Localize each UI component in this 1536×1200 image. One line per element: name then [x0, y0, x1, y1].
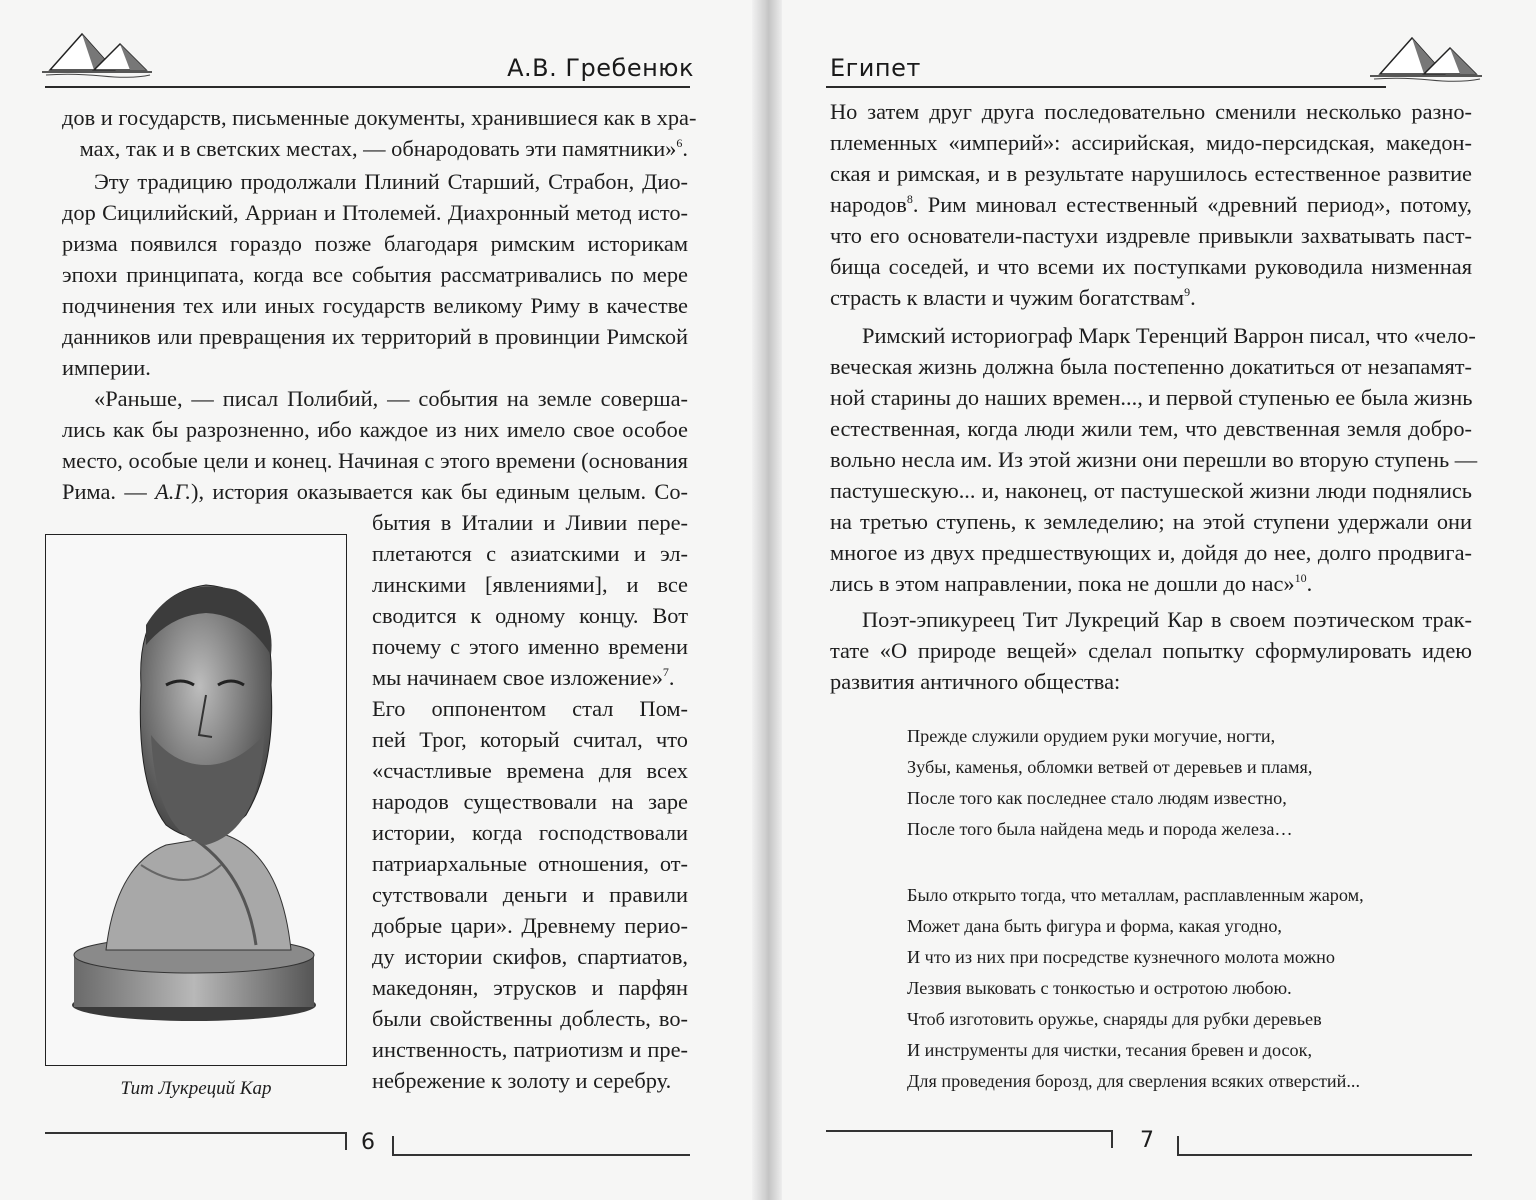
text-run: .	[1190, 285, 1196, 310]
text-run: .	[668, 665, 675, 690]
text-run: ), история оказывается как бы единым целым. Со-	[191, 479, 688, 504]
text-run: лись в этом направлении, пока не дошли до нас»	[830, 571, 1295, 596]
footnote-ref: 6	[676, 136, 683, 150]
poem-stanza	[907, 721, 1312, 845]
text-line: веческая жизнь должна была постепенно докатиться от незапамят-	[830, 354, 1472, 379]
text-line: вольно несла им. Из этой жизни они перешли во вторую ступень —	[830, 447, 1478, 472]
text-line: истории, когда господствовали	[372, 820, 688, 845]
header-title: Египет	[830, 54, 921, 82]
text-line: ская и римская, и в результате нарушилось естественное развитие	[830, 161, 1472, 186]
text-line: Поэт-эпикуреец Тит Лукреций Кар в своем поэтическом трак-	[862, 607, 1472, 632]
text-line: развития античного общества:	[830, 669, 1121, 694]
text-line: почему с этого именно времени	[372, 634, 688, 659]
left-page	[0, 0, 752, 1200]
text-line: добрые цари». Древнему перио-	[372, 913, 688, 938]
text-line: инственность, патриотизм и пре-	[372, 1037, 688, 1062]
text-line: «Раньше, — писал Полибий, — события на земле соверша-	[94, 386, 688, 411]
poem-line: После того как последнее стало людям известно,	[907, 788, 1287, 808]
text-line: Римский историограф Марк Теренций Варрон писал, что «чело-	[862, 323, 1476, 348]
text-line: плетаются с азиатскими и эл-	[372, 541, 688, 566]
text-column	[372, 507, 688, 1096]
pyramids-icon	[1370, 34, 1482, 82]
text-run: . Рим миновал естественный «древний период», потому,	[912, 192, 1472, 217]
text-line: Эту традицию продолжали Плиний Старший, Страбон, Дио-	[94, 169, 688, 194]
footer-rule	[1177, 1154, 1472, 1156]
paragraph	[830, 96, 1472, 313]
text-line: Его оппонентом стал Пом-	[372, 696, 688, 721]
text-line: эпохи принципата, когда все события рассматривались по мере	[62, 262, 688, 287]
text-line: ной старины до наших времен..., и первой ступенью ее была жизнь	[830, 385, 1473, 410]
text-line: подчинения тех или иных государств великому Риму в качестве	[62, 293, 688, 318]
text-line: империи.	[62, 355, 151, 380]
poem-line: Чтоб изготовить оружье, снаряды для рубки деревьев	[907, 1009, 1322, 1029]
text-line: многое из двух предшествующих и, дойдя до нее, долго продвига-	[830, 540, 1472, 565]
text-line	[830, 568, 1472, 599]
text-run: .	[682, 136, 688, 161]
page-number: 6	[361, 1130, 375, 1155]
text-run: мах, так и в светских местах, — обнародовать эти памятники»	[79, 136, 677, 161]
text-line	[62, 133, 688, 164]
header-rule	[826, 86, 1386, 88]
text-run: мы начинаем свое изложение»	[372, 665, 663, 690]
text-line: народов существовали на заре	[372, 789, 688, 814]
poem-line: Для проведения борозд, для сверления всяких отверстий...	[907, 1071, 1361, 1091]
poem-stanza	[907, 880, 1364, 1097]
text-line: сводится к одному концу. Вот	[372, 603, 688, 628]
text-run: Рима. —	[62, 479, 156, 504]
paragraph	[62, 383, 688, 507]
text-run: народов	[830, 192, 907, 217]
pyramids-icon	[42, 30, 152, 78]
text-line: что его основатели-пастухи издревле привыкли захватывать паст-	[830, 223, 1472, 248]
paragraph	[62, 102, 697, 164]
text-line: на третью ступень, к земледелию; на этой ступени удержали они	[830, 509, 1472, 534]
text-line: пастушескую... и, наконец, от пастушеской жизни люди поднялись	[830, 478, 1472, 503]
text-line: линскими [явлениями], и все	[372, 572, 688, 597]
text-line: место, особые цели и конец. Начиная с этого времени (основания	[62, 448, 688, 473]
text-line: дов и государств, письменные документы, хранившиеся как в хра-	[62, 105, 697, 130]
page-number: 7	[1140, 1128, 1154, 1153]
text-line	[372, 662, 688, 693]
paragraph	[62, 166, 688, 383]
footer-rule	[45, 1132, 345, 1134]
paragraph	[830, 604, 1472, 697]
text-line: патриархальные отношения, от-	[372, 851, 688, 876]
text-line: «счастливые времена для всех	[372, 758, 688, 783]
text-line	[62, 476, 688, 507]
poem-line: Было открыто тогда, что металлам, расплавленным жаром,	[907, 885, 1364, 905]
footer-tick	[1177, 1136, 1179, 1154]
footnote-ref: 7	[662, 665, 669, 679]
footnote-ref: 10	[1294, 571, 1307, 585]
bust-illustration	[45, 534, 347, 1066]
poem-line: Может дана быть фигура и форма, какая угодно,	[907, 916, 1282, 936]
paragraph	[830, 320, 1478, 599]
text-run-italic: А.Г.	[155, 479, 191, 504]
poem-line: Прежде служили орудием руки могучие, ногти,	[907, 726, 1276, 746]
text-line	[830, 189, 1472, 220]
poem-line: После того была найдена медь и порода железа…	[907, 819, 1293, 839]
header-author: А.В. Гребенюк	[507, 54, 694, 82]
text-line: Но затем друг друга последовательно сменили несколько разно-	[830, 99, 1472, 124]
text-line: дор Сицилийский, Арриан и Птолемей. Диахронный метод исто-	[62, 200, 688, 225]
text-line: естественная, когда люди жили тем, что девственная земля добро-	[830, 416, 1472, 441]
text-line: тате «О природе вещей» сделал попытку сформулировать идею	[830, 638, 1472, 663]
text-line: небрежение к золоту и серебру.	[372, 1068, 672, 1093]
text-line: пей Трог, который считал, что	[372, 727, 688, 752]
text-run: страсть к власти и чужим богатствам	[830, 285, 1185, 310]
poem-line: И инструменты для чистки, тесания бревен и досок,	[907, 1040, 1313, 1060]
text-line: племенных «империй»: ассирийская, мидо-персидская, македон-	[830, 130, 1472, 155]
poem-line: Лезвия выковать с тонкостью и остротою любою.	[907, 978, 1292, 998]
book-spine	[752, 0, 782, 1200]
right-page	[782, 0, 1536, 1200]
footer-rule	[826, 1130, 1111, 1132]
text-line: македонян, этрусков и парфян	[372, 975, 688, 1000]
text-line: лись как бы разрозненно, ибо каждое из них имело свое особое	[62, 417, 688, 442]
text-line: ризма появился гораздо позже благодаря римским историкам	[62, 231, 688, 256]
header-rule	[45, 86, 690, 88]
text-line: бытия в Италии и Ливии пере-	[372, 510, 688, 535]
poem-line: И что из них при посредстве кузнечного молота можно	[907, 947, 1335, 967]
text-line: данников или превращения их территорий в провинции Римской	[62, 324, 688, 349]
footnote-ref: 8	[906, 192, 913, 206]
text-line: бища соседей, и что всеми их поступками руководила низменная	[830, 254, 1472, 279]
footer-rule	[392, 1154, 690, 1156]
footnote-ref: 9	[1184, 285, 1191, 299]
text-line: были свойственны доблесть, во-	[372, 1006, 688, 1031]
bust-portrait-icon	[46, 535, 346, 1065]
text-line: сутствовали деньги и правили	[372, 882, 688, 907]
footer-tick	[1111, 1130, 1113, 1148]
text-line	[830, 282, 1472, 313]
text-line: ду истории скифов, спартиатов,	[372, 944, 688, 969]
poem-line: Зубы, каменья, обломки ветвей от деревьев и пламя,	[907, 757, 1313, 777]
illustration-caption: Тит Лукреций Кар	[120, 1078, 272, 1099]
text-run: .	[1306, 571, 1313, 596]
